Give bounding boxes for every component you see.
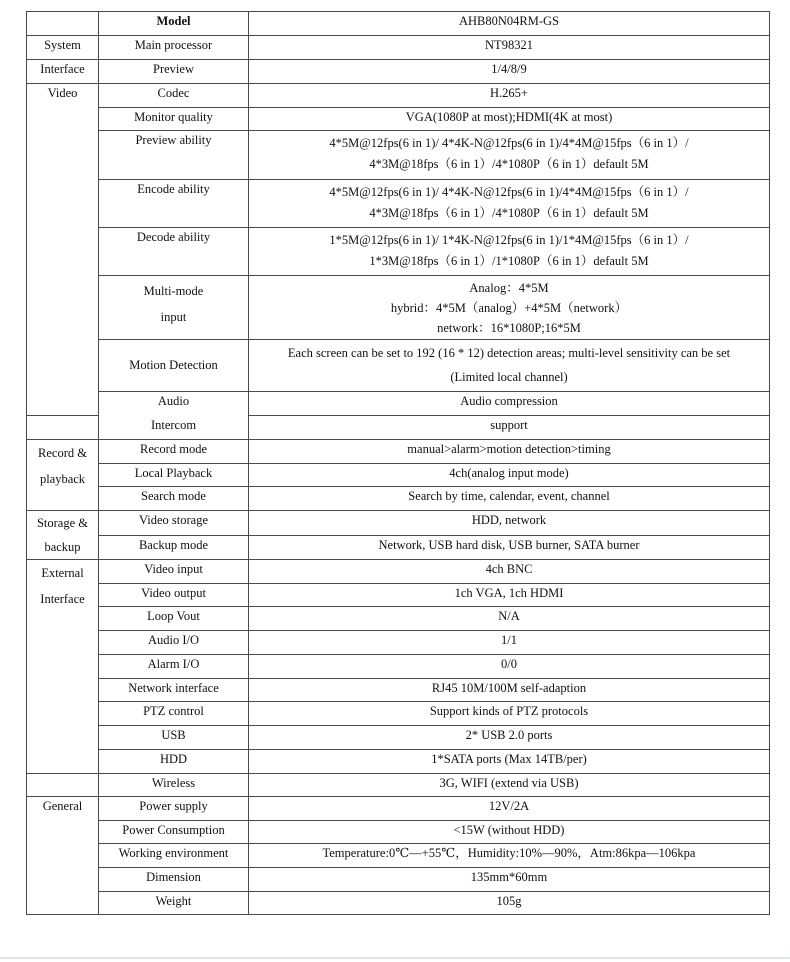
spec-label: Preview ability [99,131,249,180]
spec-value: Temperature:0℃—+55℃，Humidity:10%—90%，Atm:86kpa—106kpa [249,844,770,868]
table-row [27,60,770,84]
table-row [27,844,770,868]
table-row [27,560,770,584]
spec-value: 2* USB 2.0 ports [249,726,770,750]
category-cell [27,416,99,440]
table-row [27,84,770,108]
spec-value: manual>alarm>motion detection>timing [249,440,770,464]
spec-label: Alarm I/O [99,655,249,679]
spec-value: <15W (without HDD) [249,821,770,844]
page-divider [0,957,790,959]
value-line: 4*5M@12fps(6 in 1)/ 4*4K-N@12fps(6 in 1)/4*4M@15fps（6 in 1）/ [329,185,689,199]
category-record-playback [27,440,99,511]
spec-label: Record mode [99,440,249,464]
spec-label: Main processor [99,36,249,60]
spec-value: NT98321 [249,36,770,60]
value-line: 1*3M@18fps（6 in 1）/1*1080P（6 in 1）default 5M [369,254,649,268]
spec-label: Video storage [99,511,249,536]
table-row [27,774,770,797]
table-row [27,607,770,631]
category-video: Video [27,84,99,416]
spec-label: Monitor quality [99,108,249,131]
spec-label: Audio I/O [99,631,249,655]
spec-label: Decode ability [99,228,249,276]
table-row [27,416,770,440]
table-row [27,631,770,655]
spec-label: Wireless [99,774,249,797]
table-row [27,655,770,679]
spec-value: VGA(1080P at most);HDMI(4K at most) [249,108,770,131]
spec-label: Audio compression [249,392,770,416]
spec-table [26,11,770,915]
spec-label: Dimension [99,868,249,892]
spec-label: Backup mode [99,535,249,560]
table-row [27,797,770,821]
table-row [27,535,770,560]
table-row [27,487,770,511]
spec-value [249,340,770,392]
table-row [27,180,770,228]
table-row [27,131,770,180]
spec-value: 1/4/8/9 [249,60,770,84]
value-line: network：16*1080P;16*5M [437,321,581,335]
spec-label: Power supply [99,797,249,821]
spec-label: HDD [99,750,249,774]
spec-label: Local Playback [99,464,249,487]
table-row [27,108,770,131]
spec-value: support [249,416,770,440]
table-row [27,464,770,487]
spec-label: Codec [99,84,249,108]
spec-label: Weight [99,892,249,915]
spec-value: 135mm*60mm [249,868,770,892]
spec-value [249,276,770,340]
table-row [27,511,770,536]
spec-value: 1/1 [249,631,770,655]
category-line: Storage & [36,516,89,530]
table-row [27,36,770,60]
spec-value: 1*SATA ports (Max 14TB/per) [249,750,770,774]
model-label: Model [99,12,249,36]
spec-value [249,228,770,276]
category-storage-backup [27,511,99,560]
label-line: Multi-mode [143,284,204,298]
spec-label: Loop Vout [99,607,249,631]
category-audio: Audio [99,392,249,416]
category-external-interface [27,560,99,774]
spec-value: 0/0 [249,655,770,679]
spec-value [249,180,770,228]
category-system: System [27,36,99,60]
table-row [27,12,770,36]
category-line: backup [44,540,81,554]
category-line: External [41,566,84,580]
spec-value [249,131,770,180]
table-row [27,340,770,392]
spec-value: 4ch(analog input mode) [249,464,770,487]
table-row [27,392,770,416]
value-line: 1*5M@12fps(6 in 1)/ 1*4K-N@12fps(6 in 1)/1*4M@15fps（6 in 1）/ [329,233,689,247]
table-row [27,702,770,726]
spec-value: HDD, network [249,511,770,536]
spec-label: Network interface [99,679,249,702]
table-row [27,276,770,340]
value-line: (Limited local channel) [450,370,568,384]
spec-label: Video input [99,560,249,584]
table-row [27,868,770,892]
spec-value: Search by time, calendar, event, channel [249,487,770,511]
spec-label: PTZ control [99,702,249,726]
table-row [27,821,770,844]
spec-value: 105g [249,892,770,915]
spec-label: Preview [99,60,249,84]
spec-label [99,276,249,340]
spec-label: Motion Detection [99,340,249,392]
spec-label: Power Consumption [99,821,249,844]
category-line: Interface [40,592,85,606]
value-line: 4*3M@18fps（6 in 1）/4*1080P（6 in 1）default 5M [369,206,649,220]
label-line: input [160,310,187,324]
spec-label: Intercom [99,416,249,440]
spec-value: N/A [249,607,770,631]
table-row [27,892,770,915]
table-row [27,228,770,276]
spec-value: 4ch BNC [249,560,770,584]
category-line: playback [39,472,86,486]
category-interface: Interface [27,60,99,84]
table-row [27,726,770,750]
category-cell [27,774,99,797]
spec-value: RJ45 10M/100M self-adaption [249,679,770,702]
value-line: hybrid：4*5M（analog）+4*5M（network） [390,301,628,315]
value-line: 4*3M@18fps（6 in 1）/4*1080P（6 in 1）default 5M [369,157,649,171]
spec-value: 12V/2A [249,797,770,821]
model-value: AHB80N04RM-GS [249,12,770,36]
category-general: General [27,797,99,915]
table-row [27,584,770,607]
spec-value: 1ch VGA, 1ch HDMI [249,584,770,607]
spec-label: USB [99,726,249,750]
value-line: 4*5M@12fps(6 in 1)/ 4*4K-N@12fps(6 in 1)/4*4M@15fps（6 in 1）/ [329,136,689,150]
spec-label: Search mode [99,487,249,511]
table-row [27,750,770,774]
spec-value: H.265+ [249,84,770,108]
spec-label: Working environment [99,844,249,868]
spec-label: Encode ability [99,180,249,228]
table-row [27,679,770,702]
table-row [27,440,770,464]
spec-label: Video output [99,584,249,607]
spec-value: 3G, WIFI (extend via USB) [249,774,770,797]
value-line: Analog：4*5M [469,281,549,295]
spec-value: Network, USB hard disk, USB burner, SATA burner [249,535,770,560]
spec-value: Support kinds of PTZ protocols [249,702,770,726]
category-cell [27,12,99,36]
category-line: Record & [38,446,87,460]
value-line: Each screen can be set to 192 (16 * 12) detection areas; multi-level sensitivity can be set [287,346,731,360]
